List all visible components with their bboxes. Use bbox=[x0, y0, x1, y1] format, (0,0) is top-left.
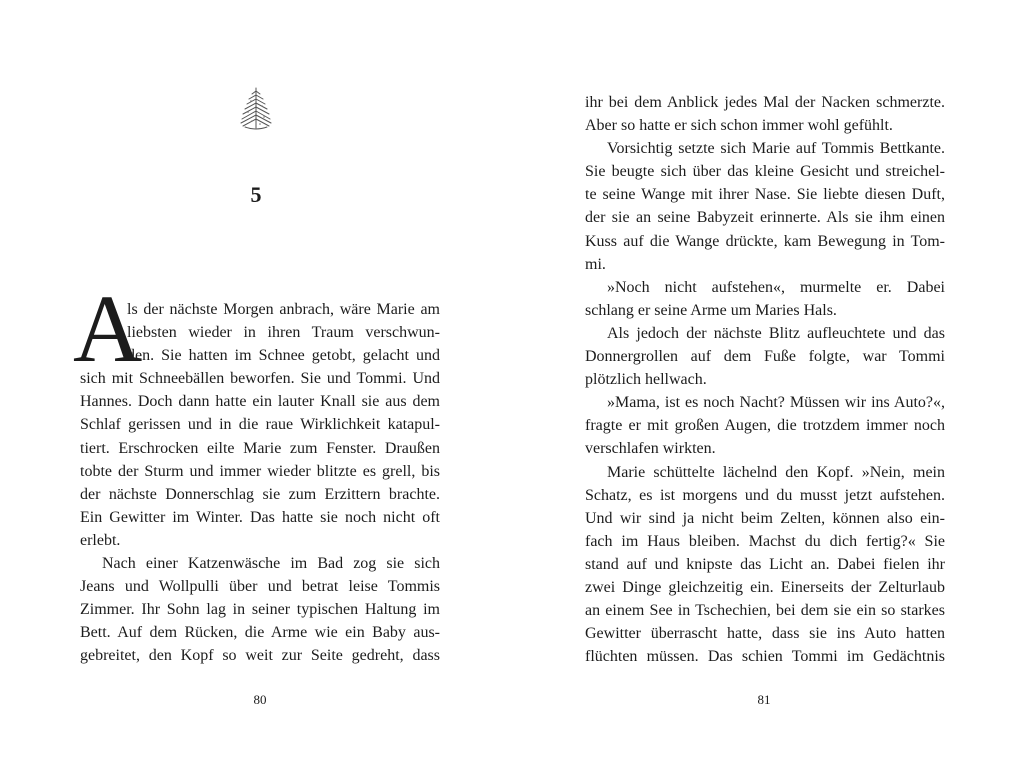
drop-cap: A bbox=[73, 275, 143, 382]
text-line: Ein Gewitter im Winter. Das hatte sie noch nicht oft bbox=[80, 508, 440, 526]
text-line: Als jedoch der nächste Blitz aufleuchtete und das bbox=[607, 324, 945, 342]
text-line: »Noch nicht aufstehen«, murmelte er. Dabei bbox=[607, 278, 945, 296]
left-text-column bbox=[80, 298, 440, 668]
text-line: an einem See in Tschechien, bei dem sie ein so starkes bbox=[585, 602, 945, 620]
text-line: Jeans und Wollpulli über und betrat leise Tommis bbox=[80, 578, 440, 596]
text-line: Schlaf gerissen und in die raue Wirklichkeit katapul- bbox=[80, 416, 440, 434]
text-line: fragte er mit großen Augen, die trotzdem immer noch bbox=[585, 417, 945, 435]
text-line: Marie schüttelte lächelnd den Kopf. »Nein, mein bbox=[607, 463, 945, 481]
page-number: 80 bbox=[253, 692, 267, 707]
text-line: Kuss auf die Wange drückte, kam Bewegung in Tom- bbox=[585, 232, 945, 250]
text-line: den. Sie hatten im Schnee getobt, gelacht und bbox=[127, 347, 440, 365]
text-line: erlebt. bbox=[80, 531, 121, 549]
text-line: der nächste Donnerschlag sie zum Erzittern brachte. bbox=[80, 485, 440, 503]
fir-tree-icon bbox=[231, 84, 281, 134]
text-line: Hannes. Doch dann hatte ein lauter Knall sie aus dem bbox=[80, 393, 440, 411]
text-line: Schatz, es ist morgens und du musst jetzt aufstehen. bbox=[585, 486, 945, 504]
text-line: Aber so hatte er sich schon immer wohl gefühlt. bbox=[585, 117, 893, 135]
text-line: ihr bei dem Anblick jedes Mal der Nacken schmerzte. bbox=[585, 94, 945, 111]
text-line: zwei Dinge gleichzeitig ein. Einerseits der Zelturlaub bbox=[585, 578, 945, 596]
text-line: schlang er seine Arme um Maries Hals. bbox=[585, 301, 837, 319]
text-line: Bett. Auf dem Rücken, die Arme wie ein Baby aus- bbox=[80, 624, 440, 642]
text-line: te seine Wange mit ihrer Nase. Sie liebte diesen Duft, bbox=[585, 186, 945, 204]
right-text-column bbox=[585, 91, 945, 668]
text-line: gebreitet, den Kopf so weit zur Seite gedreht, dass bbox=[80, 647, 440, 665]
text-line: »Mama, ist es noch Nacht? Müssen wir ins Auto?«, bbox=[607, 394, 945, 412]
text-line: liebsten wieder in ihren Traum verschwun- bbox=[127, 324, 440, 342]
text-line: Und wir sind ja nicht beim Zelten, können also ein- bbox=[585, 509, 945, 527]
text-line: Nach einer Katzenwäsche im Bad zog sie sich bbox=[102, 555, 440, 573]
text-line: flüchten müssen. Das schien Tommi im Gedächtnis bbox=[585, 648, 945, 666]
chapter-number: 5 bbox=[250, 182, 262, 207]
page-number: 81 bbox=[757, 692, 771, 707]
text-line: tiert. Erschrocken eilte Marie zum Fenster. Draußen bbox=[80, 439, 440, 457]
text-line: Gewitter überrascht hatte, dass sie ins Auto hatten bbox=[585, 625, 945, 643]
text-line: Sie beugte sich über das kleine Gesicht und streichel- bbox=[585, 163, 945, 181]
text-line: verschlafen wirkten. bbox=[585, 440, 716, 458]
text-line: plötzlich hellwach. bbox=[585, 371, 707, 389]
text-line: fach im Haus bleiben. Machst du dich fertig?« Sie bbox=[585, 532, 945, 550]
text-line: der sie an seine Babyzeit erinnerte. Als sie ihm einen bbox=[585, 209, 945, 227]
text-line: sich mit Schneebällen beworfen. Sie und Tommi. Und bbox=[80, 370, 440, 388]
text-line: Vorsichtig setzte sich Marie auf Tommis Bettkante. bbox=[607, 140, 945, 158]
text-line: stand auf und knipste das Licht an. Dabei fielen ihr bbox=[585, 555, 945, 573]
text-line: Donnergrollen auf dem Fuße folgte, war Tommi bbox=[585, 348, 945, 366]
text-line: ls der nächste Morgen anbrach, wäre Marie am bbox=[127, 301, 440, 318]
text-line: Zimmer. Ihr Sohn lag in seiner typischen Haltung im bbox=[80, 601, 440, 619]
text-line: mi. bbox=[585, 255, 606, 273]
text-line: tobte der Sturm und immer wieder blitzte es grell, bis bbox=[80, 462, 440, 480]
